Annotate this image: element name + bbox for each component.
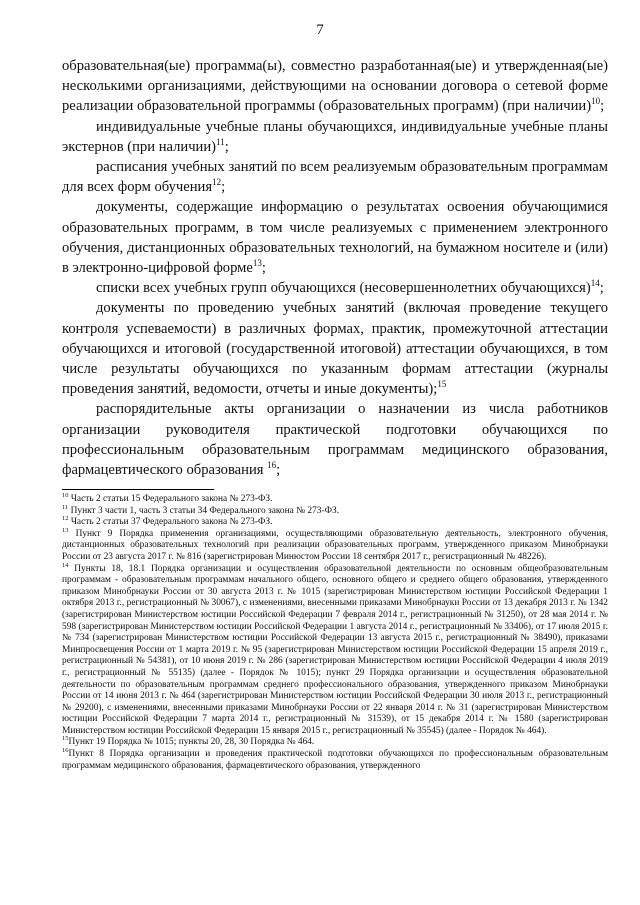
paragraph-2: индивидуальные учебные планы обучающихся, индивидуальные учебные планы экстернов (при наличии)$^{11}$; — [62, 118, 608, 155]
footnote-number: 11 — [62, 503, 69, 511]
footnote-ref-14[interactable]: 14 — [590, 278, 600, 289]
footnote-number: 10 — [62, 491, 69, 499]
footnote-12: $^{12}$ Часть 2 статьи 37 Федерального закона № 273-ФЗ. — [62, 515, 273, 528]
paragraph-6: документы по проведению учебных занятий (включая проведение текущего контроля успеваемости) в различных формах, практик, промежуточной аттестации обучающихся и итоговой (государственной итоговой) аттестации обучающихся, в том числе результаты обучающихся по указанным формам аттестации (журналы проведения занятий, ведомости, отчеты и иные документы);$^{15}$ — [62, 300, 608, 398]
footnote-ref-13[interactable]: 13 — [252, 258, 262, 269]
footnote-15: $^{15}$Пункт 19 Порядка № 1015; пункты 20, 28, 30 Порядка № 464. — [62, 735, 315, 748]
paragraph-1: образовательная(ые) программа(ы), совместно разработанная(ые) и утвержденная(ые) несколькими организациями, действующими на основании договора о сетевой форме реализации образовательной программы (образовательных программ) (при наличии)$^{10}$; — [62, 58, 608, 115]
footnote-10: $^{10}$ Часть 2 статьи 15 Федерального закона № 273-ФЗ. — [62, 491, 273, 504]
footnote-ref-15[interactable]: 15 — [437, 379, 447, 390]
footnote-number: 12 — [62, 515, 69, 523]
footnote-16: $^{16}$Пункт 8 Порядка организации и проведения практической подготовки обучающихся по профессиональным образовательным программам медицинского образования, фармацевтического образования, утвержденного — [62, 746, 608, 771]
footnote-number: 16 — [62, 746, 69, 754]
footnote-separator — [62, 489, 214, 490]
footnotes — [62, 491, 609, 772]
page-number: 7 — [316, 22, 324, 38]
paragraph-7: распорядительные акты организации о назначении из числа работников организации руководителя практической подготовки обучающихся по профессиональным образовательным программам медицинского образования, фармацевтического образования $^{16}$; — [62, 401, 608, 479]
footnote-number: 13 — [62, 526, 69, 534]
paragraph-4: документы, содержащие информацию о результатах освоения обучающимися образовательных программ, в том числе реализуемых с применением электронного обучения, дистанционных образовательных технологий, на бумажном носителе и (или) в электронно-цифровой форме$^{13}$; — [62, 199, 608, 277]
footnote-ref-10[interactable]: 10 — [591, 96, 601, 107]
paragraph-5: списки всех учебных групп обучающихся (несовершеннолетних обучающихся)$^{14}$; — [96, 278, 604, 297]
paragraph-3: расписания учебных занятий по всем реализуемым образовательным программам для всех форм обучения$^{12}$; — [62, 159, 608, 196]
footnote-13: $^{13}$ Пункт 9 Порядка применения организациями, осуществляющими образовательную деятельность, электронного обучения, дистанционных образовательных технологий при реализации образовательных программ, утвержденного приказом Минобрнауки России от 23 августа 2017 г. № 816 (зарегистрирован Минюстом России 18 сентября 2017 г., регистрационный № 48226). — [62, 526, 609, 562]
main-text — [62, 56, 608, 480]
footnote-14: $^{14}$ Пункты 18, 18.1 Порядка организации и осуществления образовательной деятельности по основным общеобразовательным программам - образовательным программам начального общего, основного общего и среднего общего образования, утвержденного приказом Минобрнауки России от 30 августа 2013 г. № 1015 (зарегистрирован Министерством юстиции Российской Федерации 1 октября 2013 г., регистрационный № 30067), с изменениями, внесенными приказами Минобрнауки России от 13 декабря 2013 г. № 1342 (зарегистрирован Министерством юстиции Российской Федерации 7 февраля 2014 г., регистрационный № 31250), от 28 мая 2014 г. № 598 (зарегистрирован Министерством юстиции Российской Федерации 1 августа 2014 г., регистрационный № 33406), от 17 июля 2015 г. № 734 (зарегистрирован Министерством юстиции Российской Федерации 13 августа 2015 г., регистрационный № 38490), приказами Минпросвещения России от 1 марта 2019 г. № 95 (зарегистрирован Министерством юстиции Российской Федерации 15 апреля 2019 г., регистрационный № 54381), от 10 июня 2019 г. № 286 (зарегистрирован Министерством юстиции Российской Федерации 4 июля 2019 г., регистрационный № 55135) (далее - Порядок № 1015); пункт 29 Порядка организации и осуществления образовательной деятельности по образовательным программам среднего профессионального образования, утвержденного приказом Минобрнауки России от 14 июня 2013 г. № 464 (зарегистрирован Министерством юстиции Российской Федерации 30 июля 2013 г., регистрационный № 29200), с изменениями, внесенными приказами Минобрнауки России от 22 января 2014 г. № 31 (зарегистрирован Министерством юстиции Российской Федерации 7 марта 2014 г., регистрационный № 31539), от 15 декабря 2014 г. № 1580 (зарегистрирован Министерством юстиции Российской Федерации 15 января 2015 г., регистрационный № 35545) (далее - Порядок № 464). — [62, 561, 609, 736]
footnote-ref-16[interactable]: 16 — [267, 460, 277, 471]
footnote-ref-12[interactable]: 12 — [212, 177, 222, 188]
footnote-number: 14 — [62, 561, 69, 569]
footnote-number: 15 — [62, 735, 69, 743]
footnote-11: $^{11}$ Пункт 3 части 1, часть 3 статьи 34 Федерального закона № 273-ФЗ. — [62, 503, 340, 516]
footnote-ref-11[interactable]: 11 — [216, 136, 225, 147]
